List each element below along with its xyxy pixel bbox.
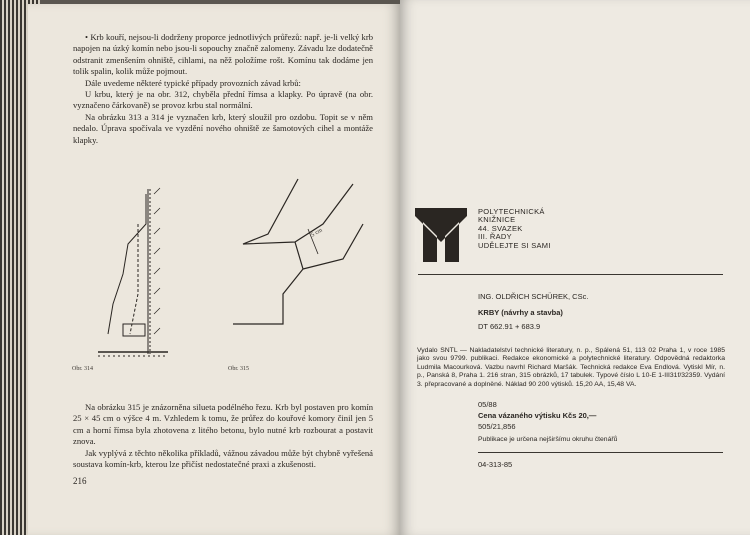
- logo-line: KNIŽNICE: [478, 215, 516, 225]
- logo-line: III. ŘADY: [478, 232, 512, 242]
- figure-315: [223, 174, 373, 364]
- dt-code: DT 662.91 + 683.9: [478, 322, 541, 331]
- right-page: [400, 0, 750, 535]
- logo-line: 44. SVAZEK: [478, 223, 523, 233]
- divider: [478, 452, 723, 453]
- text-block-bottom: [73, 402, 373, 470]
- paragraph: Na obrázku 313 a 314 je vyznačen krb, který sloužil pro ozdobu. Topit se v něm nedalo. Úprava spočívala ve vyzdění nového ohniště ze šamotových cihel a montáže klapky.: [73, 111, 373, 145]
- imprint: Vydalo SNTL — Nakladatelství technické literatury, n. p., Spálená 51, 113 02 Praha 1, v roce 1985 jako svou 9799. publikaci. Redakce ekonomické a polytechnické literatury. Odpovědná redaktorka Ludmila Macourková. Vazbu navrhl Richard Maršák. Technická redakce Eva Endlová. Vytiskl Mír, n. p., Panská 8, Praha 1. 216 stran, 315 obrázků, 17 tabulek. Typové číslo L 10-E 1-III31f/32359. Vydání 3. přepracované a doplněné. Náklad 90 200 výtisků. 15,20 AA, 15,48 VA.: [417, 347, 725, 388]
- page-number: 216: [73, 476, 87, 486]
- divider: [418, 274, 723, 275]
- figure-label: 5 cm: [310, 227, 324, 239]
- price: Cena vázaného výtisku Kčs 20,—: [478, 411, 597, 420]
- code-2: 505/21,856: [478, 422, 516, 431]
- paragraph: U krbu, který je na obr. 312, chyběla přední římsa a klapky. Po úpravě (na obr. vyznačeno čárkovaně) se provoz krbu stal normální.: [73, 89, 373, 111]
- publisher-logo-icon: [415, 208, 467, 262]
- code-3: 04-313-85: [478, 460, 513, 469]
- text-block-top: [73, 32, 373, 146]
- logo-line: POLYTECHNICKÁ: [478, 207, 545, 216]
- logo-line: UDĚLEJTE SI SAMI: [478, 240, 551, 250]
- figure-314: [68, 184, 178, 364]
- code-1: 05/88: [478, 400, 497, 409]
- paragraph: • Krb kouří, nejsou-li dodrženy proporce jednotlivých průřezů: např. je-li velký krb napojen na úzký komín nebo jsou-li sopouchy značně zalomeny. Závadu lze dodatečně odstranit zmenšením ohniště, cihlami, na něž položíme rošt. Komínu tak dodáme jen tolik spalin, kolik může pojmout.: [73, 32, 373, 77]
- author: ING. OLDŘICH SCHÜREK, CSc.: [478, 292, 589, 301]
- book-title: KRBY (návrhy a stavba): [478, 308, 563, 317]
- series-info: [478, 208, 551, 250]
- caption-315: Obr. 315: [228, 366, 249, 372]
- paragraph: Jak vyplývá z těchto několika příkladů, vážnou závadou může být chybně vyřešená soustava komín-krb, kterou lze přičíst nedostatečné praxi a zkušenosti.: [73, 447, 373, 470]
- audience: Publikace je určena nejširšímu okruhu čtenářů: [478, 436, 618, 443]
- caption-314: Obr. 314: [72, 366, 93, 372]
- paragraph: Dále uvedeme některé typické případy provozních závad krbů:: [85, 77, 301, 88]
- left-page: [28, 4, 400, 535]
- paragraph: Na obrázku 315 je znázorněna silueta podélného řezu. Krb byl postaven pro komín 25 × 45 cm o výšce 4 m. Vzhledem k tomu, že průřez do kouřové komory činil jen 5 cm a horní římsa byla zhotovena z litého betonu, bylo nutné krb rozbourat a postavit znova.: [73, 402, 373, 447]
